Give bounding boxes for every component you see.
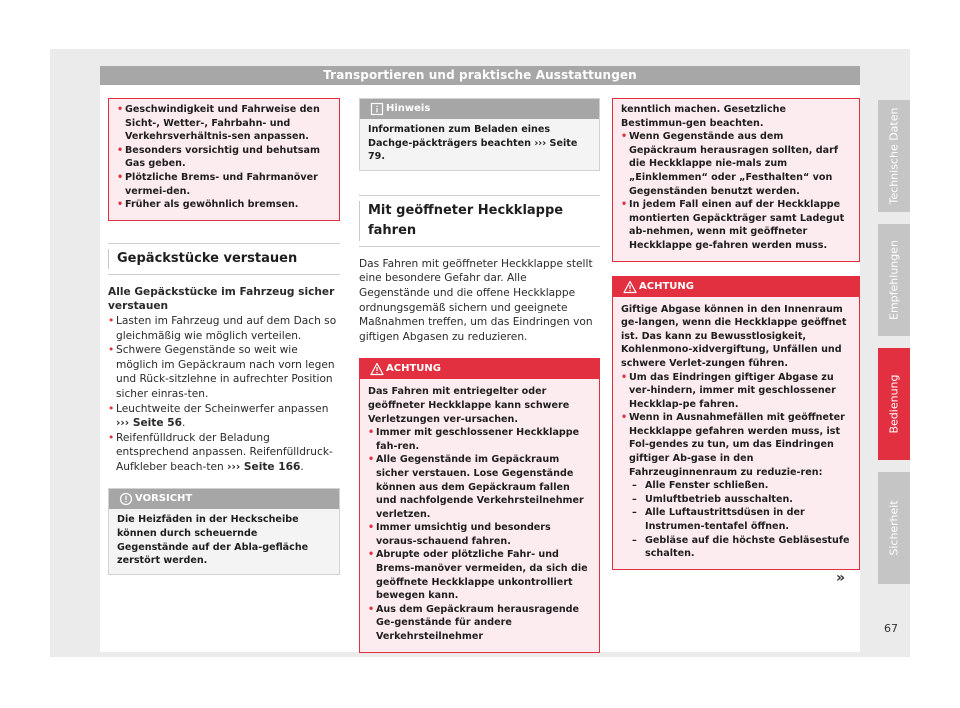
list-item: • Um das Eindringen giftiger Abgase zu ver-hindern, immer mit geschlossener Heckklap-pe fahren. bbox=[621, 371, 851, 412]
note-text: Informationen zum Beladen eines Dachge-päckträgers beachten ››› Seite 79. bbox=[368, 124, 578, 163]
warning-triangle-icon bbox=[370, 362, 384, 376]
divider bbox=[359, 195, 600, 196]
list-item: • Geschwindigkeit und Fahrweise den Sicht-, Wetter-, Fahrbahn- und Verkehrsverhältnis-sen anpassen. bbox=[117, 103, 331, 144]
list-item: • In jedem Fall einen auf der Heckklappe montierten Gepäckträger samt Ladegut ab-nehmen, wenn mit geöffneter Heckklappe ge-fahren werden muss. bbox=[621, 198, 851, 252]
warning-intro: Das Fahren mit entriegelter oder geöffneter Heckklappe kann schwere Verletzungen ver-ursachen. bbox=[368, 386, 570, 425]
tab-bedienung[interactable]: Bedienung bbox=[878, 348, 910, 460]
warning-body bbox=[613, 297, 859, 569]
page-number: 67 bbox=[884, 622, 898, 635]
section-title: Gepäckstücke verstauen bbox=[108, 249, 340, 269]
section-paragraph: Das Fahren mit geöffneter Heckklappe stellt eine besondere Gefahr dar. Alle Gegenstände und die offene Heckklappe ordnungsgemäß sichern und geeignete Maßnahmen treffen, um das Eindringen von giftigen Abgasen zu reduzieren. bbox=[359, 257, 593, 343]
list-item: • Schwere Gegenstände so weit wie möglich im Gepäckraum nach vorn legen und Rück-sitzlehne in aufrechter Position sicher einras-ten. bbox=[108, 343, 340, 401]
caution-label: VORSICHT bbox=[135, 493, 193, 505]
page-reference-link[interactable]: ››› Seite 56 bbox=[116, 417, 182, 430]
warning-header bbox=[613, 277, 859, 297]
caution-icon bbox=[119, 492, 133, 506]
list-item: • Plötzliche Brems- und Fahrmanöver vermei-den. bbox=[117, 171, 331, 198]
intro-heading: Alle Gepäckstücke im Fahrzeug sicher verstauen bbox=[108, 285, 335, 313]
column-3 bbox=[612, 98, 860, 570]
warning-continuation-box bbox=[108, 98, 340, 221]
list-item: • Früher als gewöhnlich bremsen. bbox=[117, 198, 331, 212]
list-item: • Reifenfülldruck der Beladung entsprechend anpassen. Reifenfülldruck-Aufkleber beach-ten ››› Seite 166. bbox=[108, 431, 340, 475]
dash-item: – Alle Luftaustrittsdüsen in der Instrumen-tentafel öffnen. bbox=[621, 506, 851, 533]
warning-box bbox=[359, 358, 600, 652]
warning-header bbox=[360, 359, 599, 379]
section-body bbox=[108, 285, 340, 475]
caution-header bbox=[109, 489, 339, 509]
list-item: • Besonders vorsichtig und behutsam Gas geben. bbox=[117, 144, 331, 171]
dash-item: – Gebläse auf die höchste Gebläsestufe schalten. bbox=[621, 534, 851, 561]
warning-triangle-icon bbox=[623, 280, 637, 294]
continue-arrow-icon: » bbox=[836, 570, 846, 586]
section-title: Mit geöffneter Heckklappe fahren bbox=[359, 201, 600, 241]
list-item: • Leuchtweite der Scheinwerfer anpassen ››› Seite 56. bbox=[108, 402, 340, 431]
list-item: • Lasten im Fahrzeug und auf dem Dach so gleichmäßig wie möglich verteilen. bbox=[108, 314, 340, 343]
caution-box bbox=[108, 488, 340, 574]
column-1 bbox=[108, 98, 340, 575]
list-item: • Immer mit geschlossener Heckklappe fah-ren. bbox=[368, 426, 591, 453]
list-item: • Immer umsichtig und besonders voraus-schauend fahren. bbox=[368, 521, 591, 548]
note-label: Hinweis bbox=[386, 103, 431, 114]
caution-text: Die Heizfäden in der Heckscheibe können durch scheuernde Gegenstände auf der Abla-gefläche zerstört werden. bbox=[117, 514, 309, 567]
column-2 bbox=[359, 98, 600, 653]
page-reference-link[interactable]: ››› Seite 166 bbox=[227, 460, 301, 473]
dash-item: – Umluftbetrieb ausschalten. bbox=[621, 493, 851, 507]
divider bbox=[359, 246, 600, 247]
chapter-header: Transportieren und praktische Ausstattungen bbox=[100, 66, 860, 85]
warning-label: ACHTUNG bbox=[386, 363, 441, 375]
page-reference-link[interactable]: ››› Seite 79 bbox=[368, 137, 578, 163]
warning-intro: Giftige Abgase können in den Innenraum ge-langen, wenn die Heckklappe geöffnet ist. Das kann zu Bewusstlosigkeit, Kohlenmono-xidvergiftung, Unfällen und schwere Verlet-zungen führen. bbox=[621, 303, 847, 369]
list-item: • Alle Gegenstände im Gepäckraum sicher verstauen. Lose Gegenstände können aus dem Gepäckraum fallen und nachfolgende Verkehrsteilnehmer verletzen. bbox=[368, 453, 591, 521]
info-icon bbox=[370, 102, 384, 116]
note-header bbox=[360, 99, 599, 119]
list-item: • Wenn in Ausnahmefällen mit geöffneter Heckklappe gefahren werden muss, ist Fol-gendes zu tun, um das Eindringen giftiger Ab-gase in den Fahrzeuginnenraum zu reduzie-ren: bbox=[621, 411, 851, 479]
warning-continuation-box bbox=[612, 98, 860, 262]
dash-item: – Alle Fenster schließen. bbox=[621, 479, 851, 493]
list-item: • Abrupte oder plötzliche Fahr- und Brems-manöver vermeiden, da sich die geöffnete Heckklappe unkontrolliert bewegen kann. bbox=[368, 548, 591, 602]
warning-box bbox=[612, 276, 860, 570]
note-box bbox=[359, 98, 600, 171]
divider bbox=[108, 243, 340, 244]
tab-sicherheit[interactable]: Sicherheit bbox=[878, 472, 910, 584]
tab-technische-daten[interactable]: Technische Daten bbox=[878, 100, 910, 212]
list-item: • Aus dem Gepäckraum herausragende Ge-genstände für andere Verkehrsteilnehmer bbox=[368, 603, 591, 644]
tab-empfehlungen[interactable]: Empfehlungen bbox=[878, 224, 910, 336]
warning-label: ACHTUNG bbox=[639, 280, 694, 292]
divider bbox=[108, 274, 340, 275]
list-item: • Wenn Gegenstände aus dem Gepäckraum herausragen sollten, darf die Heckklappe nie-mals zum „Einklemmen“ oder „Festhalten“ von Gegenständen benutzt werden. bbox=[621, 130, 851, 198]
warning-body bbox=[360, 379, 599, 651]
warning-intro: kenntlich machen. Gesetzliche Bestimmun-gen beachten. bbox=[621, 104, 786, 129]
